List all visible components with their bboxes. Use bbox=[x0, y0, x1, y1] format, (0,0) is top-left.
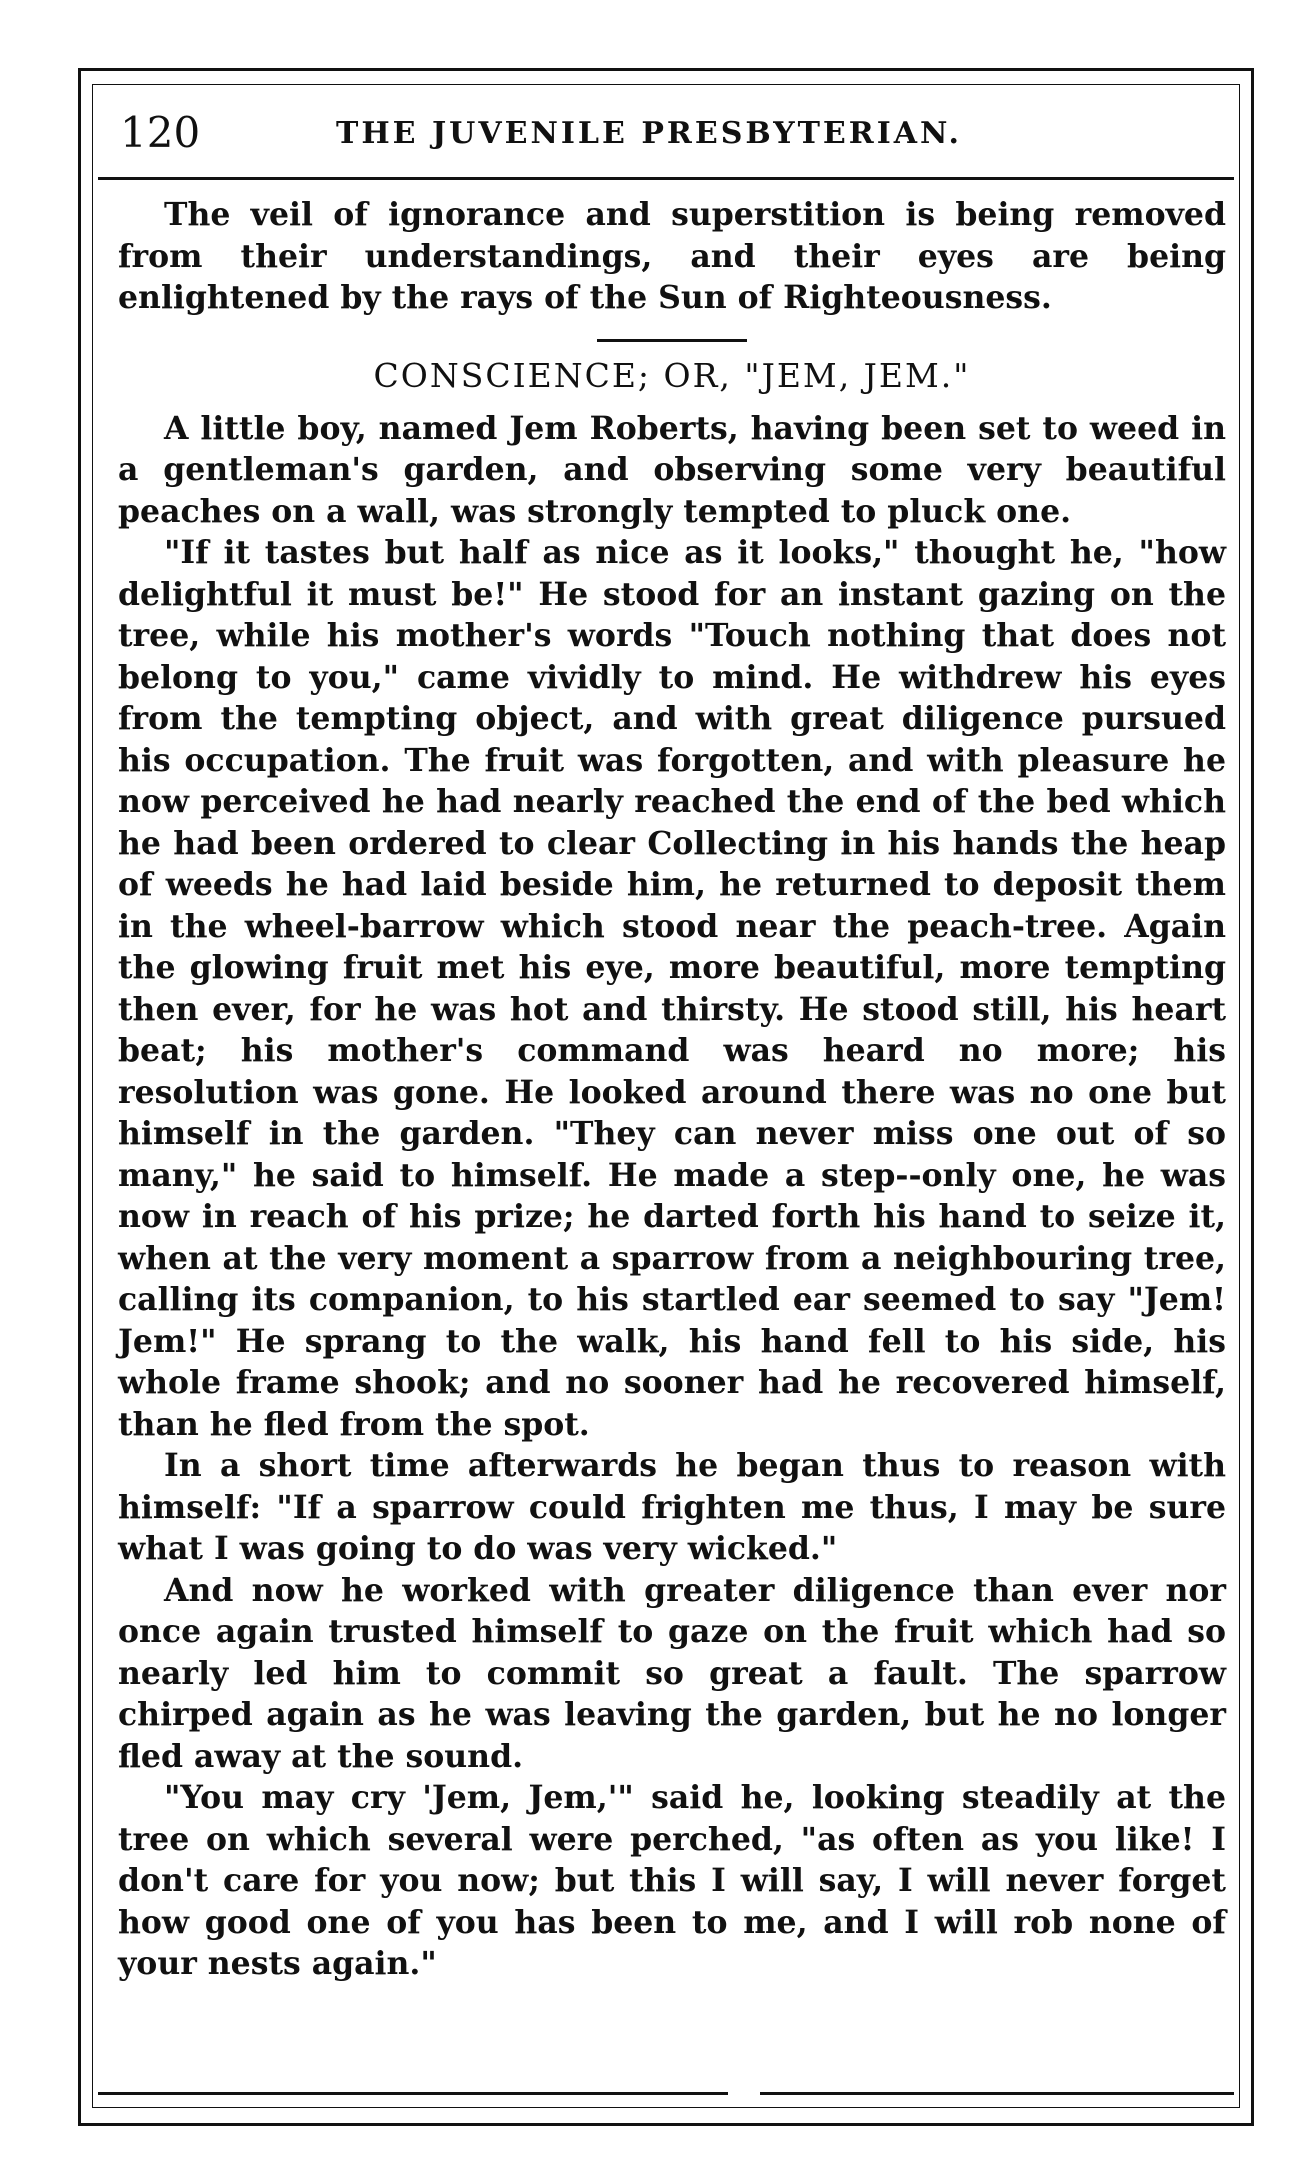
article-paragraph: In a short time afterwards he began thus to reason with himself: "If a sparrow could frighten me thus, I may be sure what I was going to do was very wicked." bbox=[118, 1447, 1226, 1567]
page-header bbox=[110, 104, 1220, 164]
footer-rule-left bbox=[98, 2092, 728, 2095]
footer-rule-right bbox=[760, 2092, 1234, 2095]
article-divider bbox=[597, 339, 747, 342]
intro-paragraph: The veil of ignorance and superstition is being removed from their understandings, and their eyes are being enlightened by the rays of the Sun of Righteousness. bbox=[118, 196, 1226, 316]
article-paragraph: "If it tastes but half as nice as it looks," thought he, "how delightful it must be!" He stood for an instant gazing on the tree, while his mother's words "Touch nothing that does not belong to you," came vividly to mind. He withdrew his eyes from the tempting object, and with great diligence pursued his occupation. The fruit was forgotten, and with pleasure he now perceived he had nearly reached the end of the bed which he had been ordered to clear Collecting in his hands the heap of weeds he had laid beside him, he returned to deposit them in the wheel-barrow which stood near the peach-tree. Again the glowing fruit met his eye, more beautiful, more tempting then ever, for he was hot and thirsty. He stood still, his heart beat; his mother's command was heard no more; his resolution was gone. He looked around there was no one but himself in the garden. "They can never miss one out of so many," he said to himself. He made a step--only one, he was now in reach of his prize; he darted forth his hand to seize it, when at the very moment a sparrow from a neighbouring tree, calling its companion, to his startled ear seemed to say "Jem! Jem!" He sprang to the walk, his hand fell to his side, his whole frame shook; and no sooner had he recovered himself, than he fled from the spot. bbox=[118, 534, 1226, 1443]
header-rule bbox=[98, 177, 1234, 180]
article-title: CONSCIENCE; OR, "JEM, JEM." bbox=[373, 355, 971, 395]
article-paragraph: A little boy, named Jem Roberts, having been set to weed in a gentleman's garden, and observing some very beautiful peaches on a wall, was strongly tempted to pluck one. bbox=[118, 409, 1226, 530]
page-number: 120 bbox=[120, 108, 201, 157]
page-content bbox=[118, 194, 1226, 1985]
article-paragraph: And now he worked with greater diligence than ever nor once again trusted himself to gaze on the fruit which had so nearly led him to commit so great a fault. The sparrow chirped again as he was leaving the garden, but he no longer fled away at the sound. bbox=[118, 1571, 1226, 1775]
running-title: THE JUVENILE PRESBYTERIAN. bbox=[336, 116, 962, 151]
article-paragraph: "You may cry 'Jem, Jem,'" said he, looking steadily at the tree on which several were perched, "as often as you like! I don't care for you now; but this I will say, I will never forget how good one of you has been to me, and I will rob none of your nests again." bbox=[118, 1779, 1226, 1982]
